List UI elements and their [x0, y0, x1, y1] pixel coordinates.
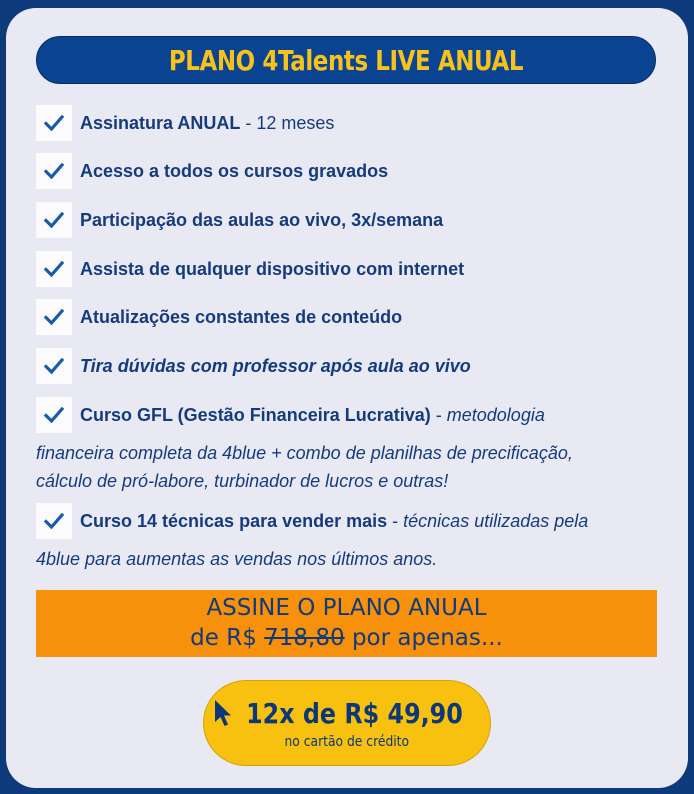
plan-title: PLANO 4Talents LIVE ANUAL: [168, 43, 524, 77]
check-icon: [36, 299, 72, 335]
pricing-card: [6, 8, 688, 788]
check-icon: [36, 153, 72, 189]
check-icon: [36, 503, 72, 539]
feature-continuation: 4blue para aumentas as vendas nos últimos anos.: [36, 549, 438, 569]
check-icon: [36, 397, 72, 433]
feature-item: [36, 153, 388, 189]
feature-item: [36, 251, 464, 287]
check-icon: [36, 202, 72, 238]
feature-item: [36, 299, 402, 335]
feature-text: Atualizações constantes de conteúdo: [80, 306, 403, 327]
payment-method-note: no cartão de crédito: [284, 733, 410, 750]
feature-text: Acesso a todos os cursos gravados: [80, 160, 389, 181]
feature-text: Participação das aulas ao vivo, 3x/semana: [80, 209, 444, 230]
banner-price-line: de R$ 718,80 por apenas...: [190, 625, 503, 651]
price-banner: [36, 590, 657, 657]
banner-headline: ASSINE O PLANO ANUAL: [206, 595, 487, 621]
feature-continuation: financeira completa da 4blue + combo de planilhas de precificação,: [36, 443, 573, 463]
old-price: 718,80: [264, 625, 345, 651]
feature-item: [36, 105, 334, 141]
feature-item: [36, 397, 545, 433]
check-icon: [36, 348, 72, 384]
feature-text: Curso GFL (Gestão Financeira Lucrativa) - metodologia: [80, 404, 545, 425]
plan-title-bar: [36, 36, 656, 84]
feature-item: [36, 348, 471, 384]
installment-price: 12x de R$ 49,90: [245, 696, 463, 730]
feature-item: [36, 503, 588, 539]
feature-text: Assinatura ANUAL - 12 meses: [80, 112, 335, 133]
feature-text: Assista de qualquer dispositivo com internet: [80, 258, 465, 279]
cursor-pointer-icon: [213, 699, 233, 727]
check-icon: [36, 251, 72, 287]
feature-text: Tira dúvidas com professor após aula ao vivo: [80, 355, 471, 376]
subscribe-button[interactable]: [203, 680, 491, 766]
feature-item: [36, 202, 443, 238]
check-icon: [36, 105, 72, 141]
feature-text: Curso 14 técnicas para vender mais - técnicas utilizadas pela: [80, 510, 589, 531]
feature-continuation: cálculo de pró-labore, turbinador de lucros e outras!: [36, 471, 449, 491]
